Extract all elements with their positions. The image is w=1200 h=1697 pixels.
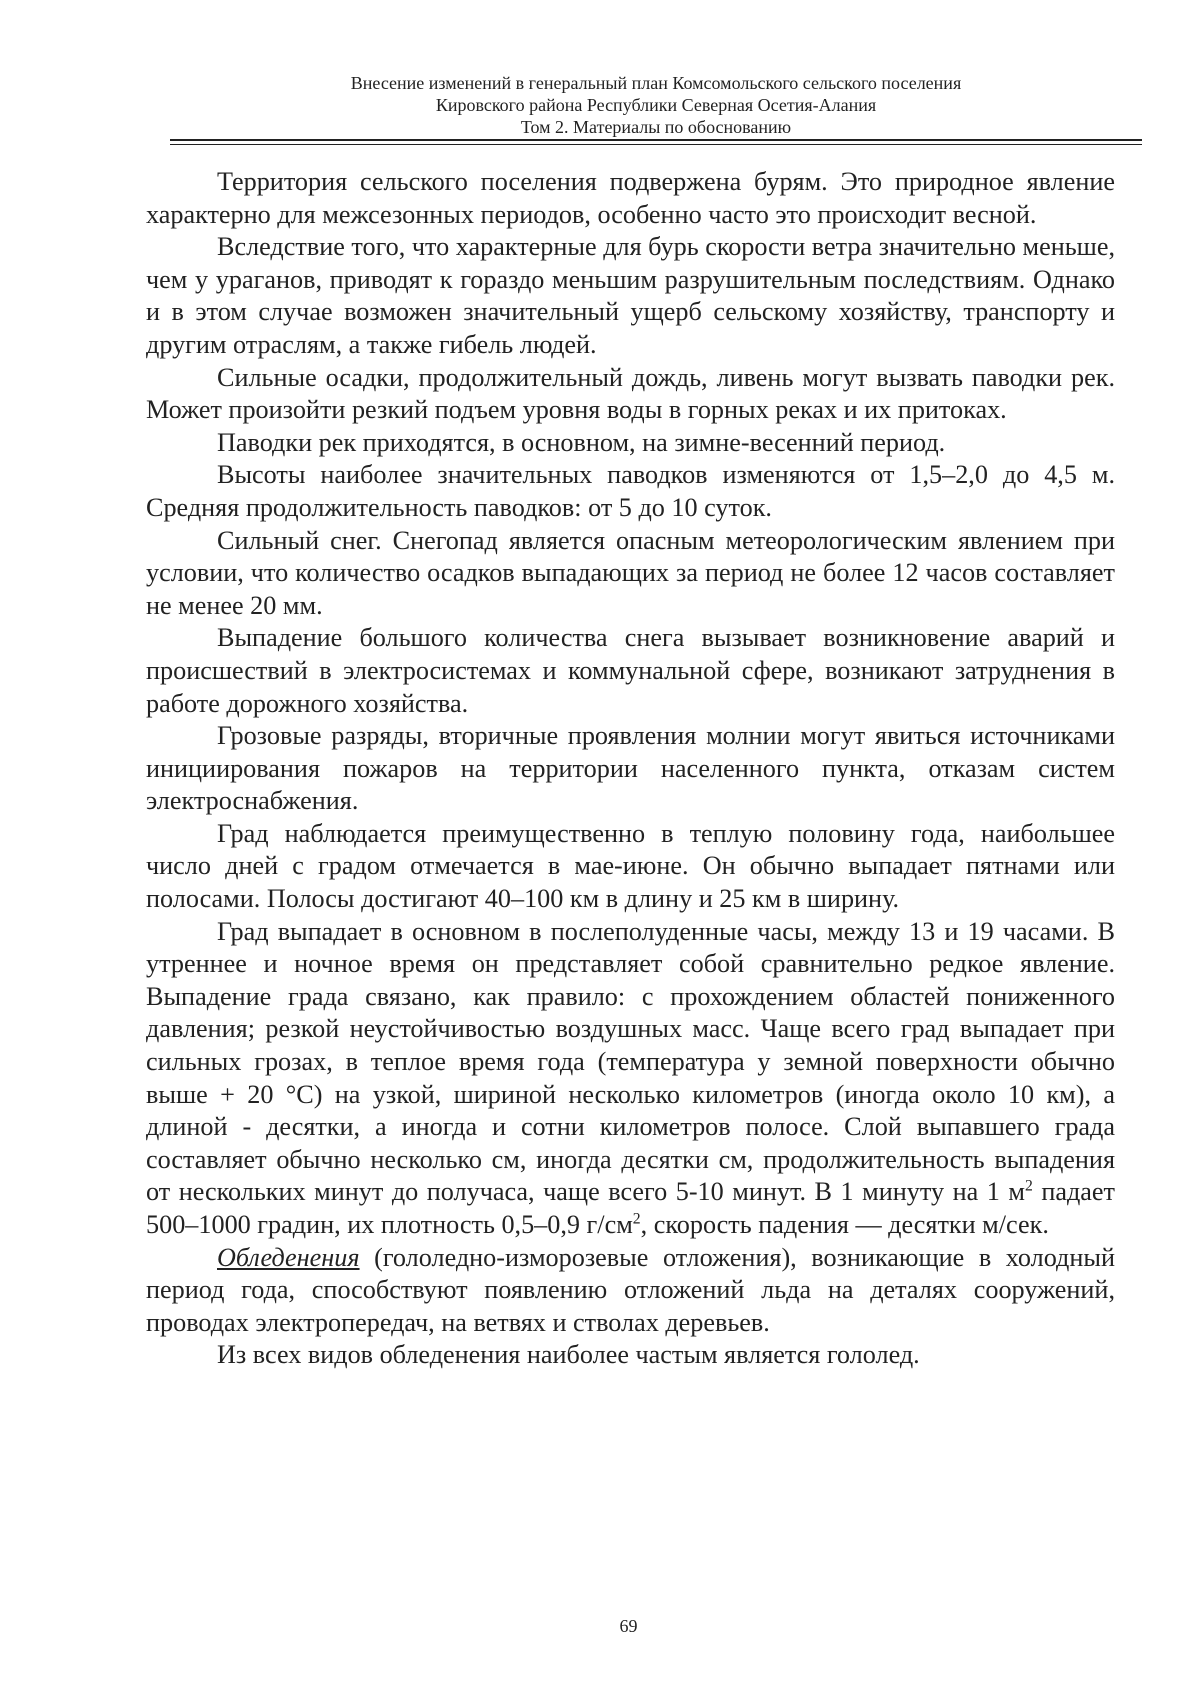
paragraph-icing	[146, 1242, 1115, 1340]
paragraph-flood-heights: Высоты наиболее значительных паводков изменяются от 1,5–2,0 до 4,5 м. Средняя продолжительность паводков: от 5 до 10 суток.	[146, 460, 1115, 522]
paragraph-precipitation: Сильные осадки, продолжительный дождь, ливень могут вызвать паводки рек. Может произойти резкий подъем уровня воды в горных реках и их притоках.	[146, 362, 1115, 425]
header-line-3: Том 2. Материалы по обоснованию	[520, 117, 792, 137]
icing-term: Обледенения	[217, 1242, 360, 1272]
hail-text-part-1: Град выпадает в основном в послеполуденные часы, между 13 и 19 часами. В утреннее и ночное время он представляет собой сравнительно редкое явление. Выпадение града связано, как правило: с прохождением областей пониженного давления; резкой неустойчивостью воздушных масс. Чаще всего град выпадает при сильных грозах, в теплое время года (температура у земной поверхности обычно выше + 20 °С) на узкой, шириной несколько километров (иногда около 10 км), а длиной - десятки, а иногда и сотни километров полосе. Слой выпавшего града составляет обычно несколько см, иногда десятки см, продолжительность выпадения от нескольких минут до получаса, чаще всего 5-10 минут. В 1 минуту на 1 м	[146, 916, 1115, 1207]
paragraph-hail-season: Град наблюдается преимущественно в теплую половину года, наибольшее число дней с градом отмечается в мае-июне. Он обычно выпадает пятнами или полосами. Полосы достигают 40–100 км в длину и 25 км в ширину.	[146, 818, 1115, 914]
header-line-2: Кировского района Республики Северная Осетия-Алания	[435, 95, 877, 115]
header-line-1: Внесение изменений в генеральный план Комсомольского сельского поселения	[350, 73, 962, 93]
paragraph-heavy-snow: Сильный снег. Снегопад является опасным метеорологическим явлением при условии, что количество осадков выпадающих за период не более 12 часов составляет не менее 20 мм.	[146, 525, 1115, 620]
superscript-2: 2	[1024, 1177, 1033, 1195]
hail-text-part-2: падает 500–1000 градин, их плотность 0,5–0,9 г/см	[146, 1177, 1115, 1239]
body-text	[146, 166, 1115, 1372]
hail-text-part-3: , скорость падения — десятки м/сек.	[640, 1210, 1049, 1239]
header-rule	[170, 139, 1142, 145]
paragraph-snow-effects: Выпадение большого количества снега вызывает возникновение аварий и происшествий в электросистемах и коммунальной сфере, возникают затруднения в работе дорожного хозяйства.	[146, 623, 1115, 718]
superscript-2: 2	[632, 1210, 641, 1228]
paragraph-glaze: Из всех видов обледенения наиболее частым является гололед.	[217, 1340, 920, 1370]
page-number: 69	[619, 1616, 638, 1636]
running-header	[170, 72, 1142, 138]
paragraph-lightning: Грозовые разряды, вторичные проявления молнии могут явиться источниками инициирования пожаров на территории населенного пункта, отказам систем электроснабжения.	[146, 721, 1115, 816]
icing-text: (гололедно-изморозевые отложения), возникающие в холодный период года, способствуют появлению отложений льда на деталях сооружений, проводах электропередач, на ветвях и стволах деревьев.	[146, 1242, 1115, 1337]
paragraph-storm-damage: Вследствие того, что характерные для бурь скорости ветра значительно меньше, чем у ураганов, приводят к гораздо меньшим разрушительным последствиям. Однако и в этом случае возможен значительный ущерб сельскому хозяйству, транспорту и другим отраслям, а также гибель людей.	[146, 232, 1115, 359]
paragraph-storms: Территория сельского поселения подвержена бурям. Это природное явление характерно для межсезонных периодов, особенно часто это происходит весной.	[146, 167, 1115, 229]
paragraph-flood-season: Паводки рек приходятся, в основном, на зимне-весенний период.	[217, 427, 946, 457]
paragraph-hail-details	[146, 916, 1115, 1242]
